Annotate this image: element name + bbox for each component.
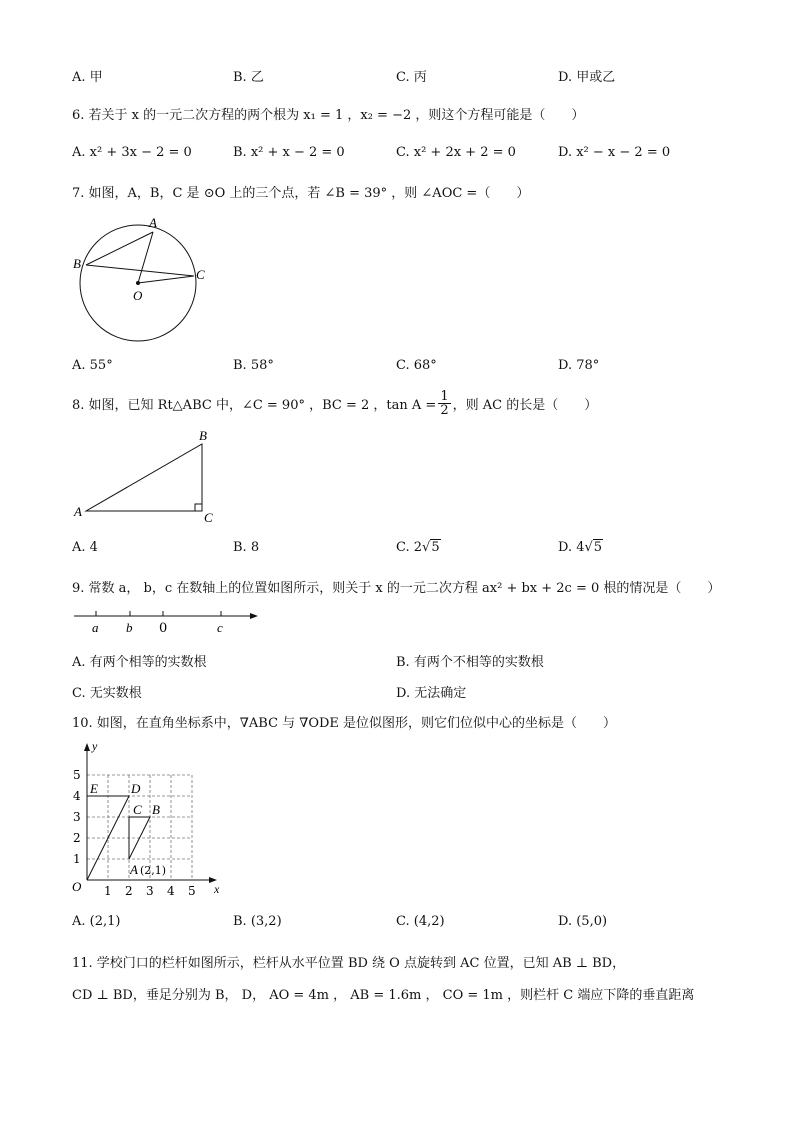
radius-oa: [138, 232, 153, 283]
q8-frac-den: 2: [440, 402, 449, 418]
q8-option-c: C. 2√5: [396, 540, 440, 555]
q7-circle-figure: [70, 210, 220, 350]
ytick-5: 5: [73, 768, 81, 782]
right-angle-mark: [195, 504, 202, 511]
q9-stem: 9. 常数 a， b，c 在数轴上的位置如图所示，则关于 x 的一元二次方程 ax² + bx + 2c = 0 根的情况是（ ）: [72, 581, 721, 596]
q9-option-c: C. 无实数根: [72, 686, 142, 701]
xtick-1: 1: [104, 884, 112, 898]
q11-line2: CD ⊥ BD，垂足分别为 B， D， AO = 4m ， AB = 1.6m ， CO = 1m ，则栏杆 C 端应下降的垂直距离: [72, 988, 695, 1003]
label-b: B: [199, 428, 207, 443]
q9-option-b: B. 有两个不相等的实数根: [396, 655, 544, 670]
label-c: C: [204, 510, 213, 525]
ytick-1: 1: [73, 852, 81, 866]
ytick-4: 4: [73, 789, 81, 803]
q7-stem: 7. 如图，A，B，C 是 ⊙O 上的三个点，若 ∠B = 39° ，则 ∠AOC =（ ）: [72, 186, 530, 201]
label-c: c: [217, 620, 223, 635]
q7-option-a: A. 55°: [72, 358, 113, 373]
q7-option-b: B. 58°: [233, 358, 274, 373]
center-point: [136, 281, 140, 285]
label-y: y: [92, 739, 98, 753]
label-a: a: [92, 620, 99, 635]
label-c: C: [133, 802, 142, 817]
q6-stem: 6. 若关于 x 的一元二次方程的两个根为 x₁ = 1 ，x₂ = −2 ，则这个方程可能是（ ）: [72, 108, 585, 123]
label-b: B: [152, 802, 160, 817]
q10-stem: 10. 如图，在直角坐标系中，∇ABC 与 ∇ODE 是位似图形，则它们位似中心的坐标是（ ）: [72, 716, 617, 731]
q5-option-a: A. 甲: [72, 70, 103, 85]
q8-option-d: D. 4√5: [558, 540, 603, 555]
chord-bc: [86, 265, 194, 276]
xtick-2: 2: [125, 884, 133, 898]
q10-option-d: D. (5,0): [558, 914, 608, 929]
label-origin: O: [72, 879, 82, 894]
q7-option-d: D. 78°: [558, 358, 600, 373]
ytick-2: 2: [73, 831, 81, 845]
q5-option-c: C. 丙: [396, 70, 427, 85]
xtick-4: 4: [167, 884, 175, 898]
q5-option-d: D. 甲或乙: [558, 70, 616, 85]
q6-option-c: C. x² + 2x + 2 = 0: [396, 145, 516, 160]
label-a: A: [74, 504, 82, 519]
q10-coordinate-figure: [66, 738, 231, 898]
y-axis-arrow: [84, 743, 90, 751]
q8-triangle-figure: [70, 426, 230, 530]
ytick-3: 3: [73, 810, 81, 824]
label-a-coord: (2,1): [140, 864, 167, 877]
label-b: B: [73, 256, 81, 271]
q8-fraction: [438, 390, 450, 417]
label-o: O: [133, 288, 143, 303]
q6-option-d: D. x² − x − 2 = 0: [558, 145, 671, 160]
label-d: D: [131, 781, 141, 796]
label-zero: 0: [159, 621, 168, 636]
xtick-3: 3: [146, 884, 154, 898]
label-e: E: [90, 781, 98, 796]
q8-stem-pre: 8. 如图，已知 Rt△ABC 中，∠C = 90° ，BC = 2 ，tan A =: [72, 397, 437, 413]
q6-option-b: B. x² + x − 2 = 0: [233, 145, 345, 160]
q8-option-a: A. 4: [72, 540, 98, 555]
label-c: C: [196, 267, 205, 282]
q8-frac-num: 1: [440, 388, 449, 404]
label-x: x: [214, 882, 220, 896]
label-a: A: [149, 215, 157, 230]
q10-option-c: C. (4,2): [396, 914, 445, 929]
q10-option-b: B. (3,2): [233, 914, 282, 929]
q9-option-d: D. 无法确定: [396, 686, 467, 701]
q8-stem-post: ，则 AC 的长是（ ）: [452, 397, 598, 413]
q8-sqrt-c: 5: [431, 540, 440, 555]
q11-line1: 11. 学校门口的栏杆如图所示，栏杆从水平位置 BD 绕 O 点旋转到 AC 位置，已知 AB ⊥ BD，: [72, 956, 626, 971]
q9-option-a: A. 有两个相等的实数根: [72, 655, 207, 670]
q6-option-a: A. x² + 3x − 2 = 0: [72, 145, 192, 160]
radius-oc: [138, 276, 194, 283]
chord-ab: [86, 232, 153, 265]
q8-sqrt-d: 5: [593, 540, 603, 555]
label-a: A: [130, 862, 138, 877]
q5-option-b: B. 乙: [233, 70, 264, 85]
q7-option-c: C. 68°: [396, 358, 437, 373]
axis-arrow: [250, 613, 258, 619]
xtick-5: 5: [188, 884, 196, 898]
q8-stem: [72, 386, 597, 420]
triangle-abc: [86, 444, 202, 511]
q8-option-b: B. 8: [233, 540, 260, 555]
q10-option-a: A. (2,1): [72, 914, 121, 929]
label-b: b: [126, 620, 133, 635]
q9-number-line: [70, 605, 265, 637]
